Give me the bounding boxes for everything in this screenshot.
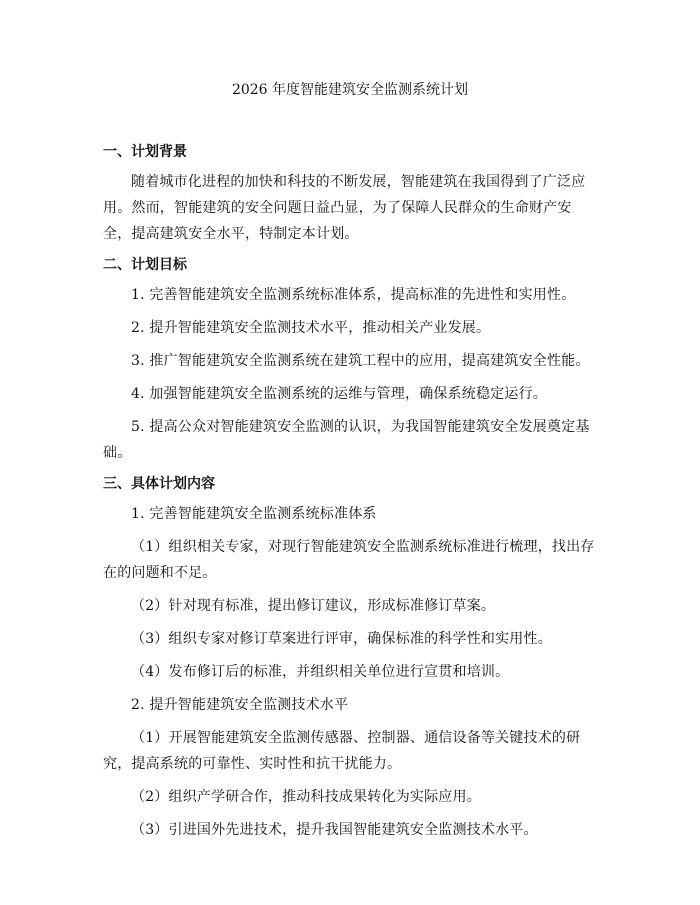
sub-item: （1）组织相关专家，对现行智能建筑安全监测系统标准进行梳理，找出存在的问题和不足。 bbox=[103, 539, 595, 581]
paragraph: 随着城市化进程的加快和科技的不断发展，智能建筑在我国得到了广泛应用。然而，智能建筑的安全问题日益凸显，为了保障人民群众的生命财产安全，提高建筑安全水平，特制定本计划。 bbox=[103, 174, 586, 242]
sub-item: （1）开展智能建筑安全监测传感器、控制器、通信设备等关键技术的研究，提高系统的可靠性、实时性和抗干扰能力。 bbox=[103, 730, 581, 772]
sub-item: （2）针对现有标准，提出修订建议，形成标准修订草案。 bbox=[131, 598, 496, 614]
section-plan-content bbox=[103, 474, 597, 843]
subsection-title: 2. 提升智能建筑安全监测技术水平 bbox=[131, 697, 349, 713]
section-heading: 一、计划背景 bbox=[103, 144, 187, 160]
subsection-title: 1. 完善智能建筑安全监测系统标准体系 bbox=[131, 506, 377, 522]
sub-item: （3）引进国外先进技术，提升我国智能建筑安全监测技术水平。 bbox=[131, 822, 538, 838]
section-background bbox=[103, 142, 597, 247]
section-goals bbox=[103, 255, 597, 466]
section-heading: 三、具体计划内容 bbox=[103, 476, 215, 492]
goal-item: 2. 提升智能建筑安全监测技术水平，推动相关产业发展。 bbox=[131, 320, 491, 336]
goal-item: 3. 推广智能建筑安全监测系统在建筑工程中的应用，提高建筑安全性能。 bbox=[131, 353, 590, 369]
section-heading: 二、计划目标 bbox=[103, 257, 187, 273]
sub-item: （4）发布修订后的标准，并组织相关单位进行宣贯和培训。 bbox=[131, 664, 510, 680]
sub-item: （3）组织专家对修订草案进行评审，确保标准的科学性和实用性。 bbox=[131, 631, 552, 647]
sub-item: （2）组织产学研合作，推动科技成果转化为实际应用。 bbox=[131, 789, 481, 805]
goal-item: 4. 加强智能建筑安全监测系统的运维与管理，确保系统稳定运行。 bbox=[131, 386, 548, 402]
goal-item: 5. 提高公众对智能建筑安全监测的认识，为我国智能建筑安全发展奠定基础。 bbox=[103, 419, 590, 461]
document-title: 2026 年度智能建筑安全监测系统计划 bbox=[231, 82, 469, 98]
goal-item: 1. 完善智能建筑安全监测系统标准体系，提高标准的先进性和实用性。 bbox=[131, 287, 576, 303]
